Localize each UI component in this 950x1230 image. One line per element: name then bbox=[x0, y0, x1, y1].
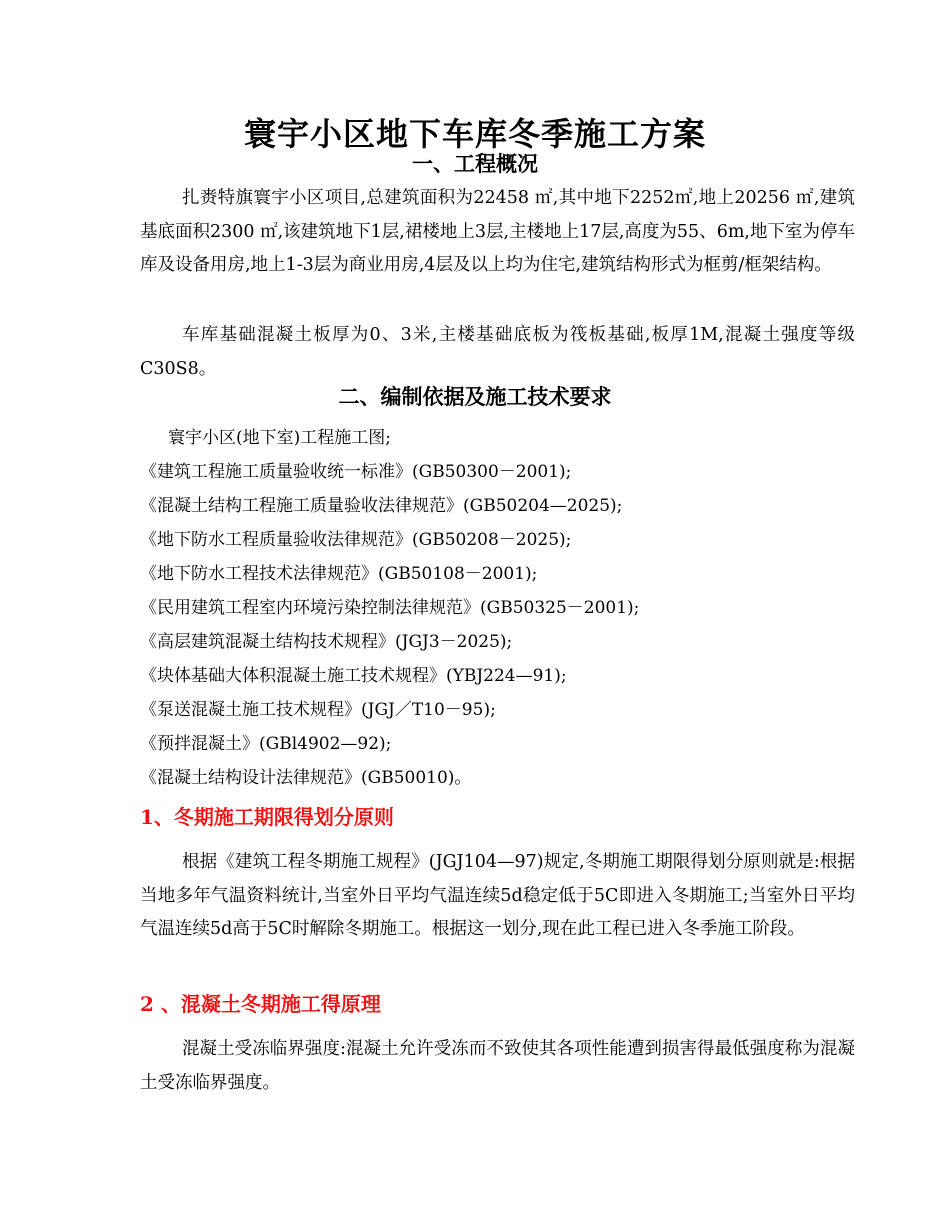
reference-item-drawings: 寰宇小区(地下室)工程施工图; bbox=[168, 428, 391, 448]
reference-item: 《混凝土结构设计法律规范》(GB50010)。 bbox=[140, 768, 472, 788]
reference-item: 《泵送混凝土施工技术规程》(JGJ／T10－95); bbox=[140, 700, 496, 720]
reference-item: 《民用建筑工程室内环境污染控制法律规范》(GB50325－2001); bbox=[140, 598, 640, 618]
reference-item: 《预拌混凝土》(GBl4902—92); bbox=[140, 734, 392, 754]
reference-item: 《高层建筑混凝土结构技术规程》(JGJ3－2025); bbox=[140, 632, 513, 652]
reference-item: 《地下防水工程质量验收法律规范》(GB50208－2025); bbox=[140, 530, 572, 550]
subsection-heading-principle: 2 、混凝土冬期施工得原理 bbox=[140, 992, 381, 1016]
overview-paragraph-2: 车库基础混凝土板厚为0、3米,主楼基础底板为筏板基础,板厚1M,混凝土强度等级C30S8。 bbox=[140, 325, 855, 379]
section-heading-overview: 一、工程概况 bbox=[412, 151, 538, 176]
reference-item: 《地下防水工程技术法律规范》(GB50108－2001); bbox=[140, 564, 538, 584]
reference-item: 《块体基础大体积混凝土施工技术规程》(YBJ224—91); bbox=[140, 666, 567, 686]
reference-item: 《建筑工程施工质量验收统一标准》(GB50300－2001); bbox=[140, 462, 572, 482]
reference-list bbox=[140, 421, 855, 795]
document-title: 寰宇小区地下车库冬季施工方案 bbox=[243, 115, 706, 153]
reference-item: 《混凝土结构工程施工质量验收法律规范》(GB50204—2025); bbox=[140, 496, 623, 516]
period-paragraph: 根据《建筑工程冬期施工规程》(JGJ104—97)规定,冬期施工期限得划分原则就是:根据当地多年气温资料统计,当室外日平均气温连续5d稳定低于5C即进入冬期施工;当室外日平均气温连续5d高于5C时解除冬期施工。根据这一划分,现在此工程已进入冬季施工阶段。 bbox=[140, 852, 855, 939]
section-heading-basis: 二、编制依据及施工技术要求 bbox=[338, 384, 612, 409]
overview-paragraph-1: 扎赉特旗寰宇小区项目,总建筑面积为22458 ㎡,其中地下2252㎡,地上20256 ㎡,建筑基底面积2300 ㎡,该建筑地下1层,裙楼地上3层,主楼地上17层,高度为55、6m,地下室为停车库及设备用房,地上1-3层为商业用房,4层及以上均为住宅,建筑结构形式为框剪/框架结构。 bbox=[140, 188, 855, 275]
principle-paragraph: 混凝土受冻临界强度:混凝土允许受冻而不致使其各项性能遭到损害得最低强度称为混凝土受冻临界强度。 bbox=[140, 1039, 855, 1093]
subsection-heading-period: 1、冬期施工期限得划分原则 bbox=[140, 805, 394, 829]
